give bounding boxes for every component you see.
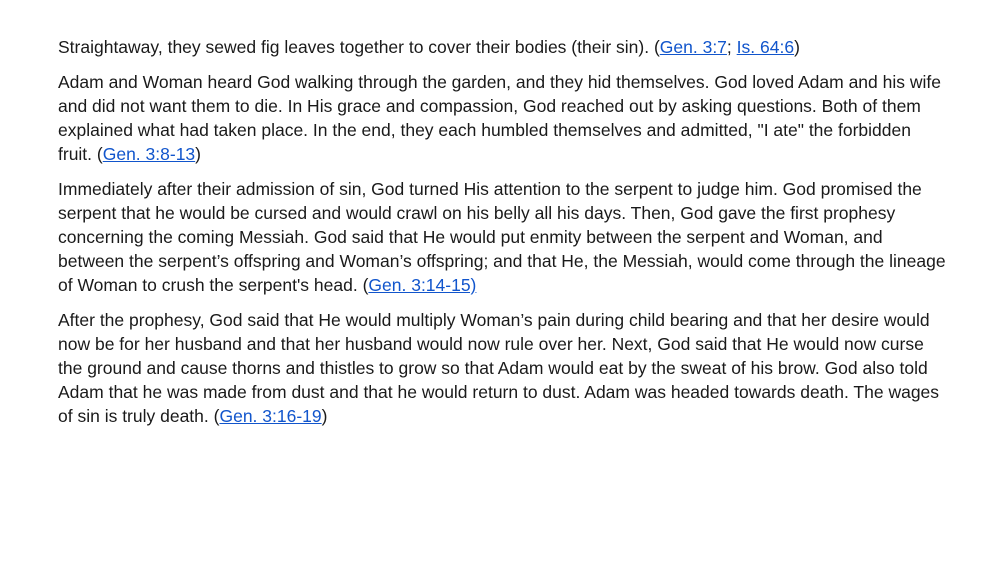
paragraph-text: Straightaway, they sewed fig leaves together to cover their bodies (their sin). ( xyxy=(58,37,660,57)
paragraph-1 xyxy=(58,35,948,59)
paragraph-4 xyxy=(58,308,948,428)
scripture-link-gen-3-16-19[interactable]: Gen. 3:16-19 xyxy=(219,406,322,426)
closing-paren: ) xyxy=(794,37,800,57)
scripture-link-gen-3-14-15[interactable]: Gen. 3:14-15) xyxy=(368,275,477,295)
closing-paren: ) xyxy=(321,406,328,426)
slide-body xyxy=(58,35,948,439)
scripture-link-is-64-6[interactable]: Is. 64:6 xyxy=(736,37,795,57)
closing-paren: ) xyxy=(195,144,201,164)
paragraph-3 xyxy=(58,177,948,297)
paragraph-2 xyxy=(58,70,948,166)
paragraph-text: After the prophesy, God said that He would multiply Woman’s pain during child bearing and that her desire would now be for her husband and that her husband would now rule over her. Next, God said that He would now curse the ground and cause thorns and thistles to grow so that Adam would eat by the sweat of his brow. God also told Adam that he was made from dust and that he would return to dust. Adam was headed towards death. The wages of sin is truly death. ( xyxy=(58,310,940,426)
scripture-link-gen-3-8-13[interactable]: Gen. 3:8-13 xyxy=(102,144,196,164)
paragraph-text: Immediately after their admission of sin, God turned His attention to the serpent to judge him. God promised the serpent that he would be cursed and would crawl on his belly all his days. Then, God gave the first prophesy concerning the coming Messiah. God said that He would put enmity between the serpent and Woman, and between the serpent’s offspring and Woman’s offspring; and that He, the Messiah, would come through the lineage of Woman to crush the serpent's head. ( xyxy=(58,179,946,295)
paragraph-text: Adam and Woman heard God walking through the garden, and they hid themselves. God loved Adam and his wife and did not want them to die. In His grace and compassion, God reached out by asking questions. Both of them explained what had taken place. In the end, they each humbled themselves and admitted, "I ate" the forbidden fruit. ( xyxy=(58,72,941,164)
scripture-link-gen-3-7[interactable]: Gen. 3:7 xyxy=(659,37,727,57)
separator-text: ; xyxy=(726,37,737,57)
